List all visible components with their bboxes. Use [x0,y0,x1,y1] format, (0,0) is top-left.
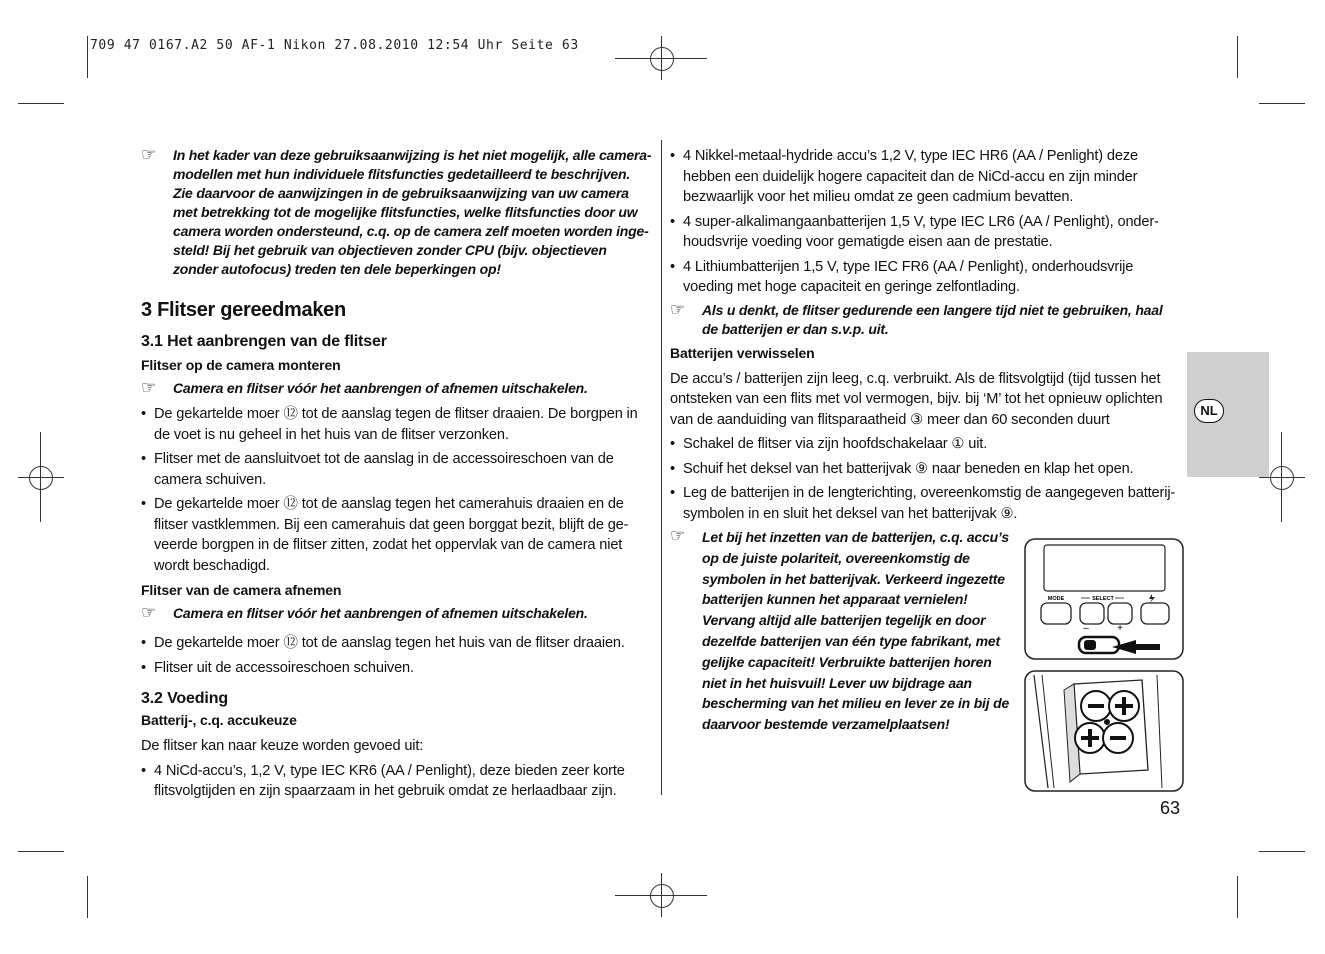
registration-mark [650,47,674,71]
note: ☞ In het kader van deze gebruiksaanwijzing is het niet mogelijk, alle camera-modellen met hun individuele flitsfuncties gedetailleerd te beschrijven. Zie daarvoor de aanwijzingen in de gebruiksaanwijzing van uw camera met betrekking tot de mogelijke flitsfuncties, welke flitsfuncties door uw camera worden ondersteund, c.q. op de camera zelf moeten worden inge-steld! Bij het gebruik van objectieven zonder CPU (bijv. objectieven zonder autofocus) treden ten dele beperkingen op! [141,145,652,277]
subheading: Flitser op de camera monteren [141,357,341,373]
mode-label: MODE [1047,596,1065,602]
flash-button [1141,603,1169,624]
pointing-hand-icon: ☞ [141,378,157,397]
plus-label: + [1117,623,1123,634]
crop-mark [1259,851,1305,852]
list-item: • 4 Nikkel-metaal-hydride accu’s 1,2 V, type IEC HR6 (AA / Penlight) deze hebben een duidelijk hogere capaciteit dan de NiCd-accu en zijn minder bezwaarlijk voor het milieu omdat ze geen cadmium bevatten. [670,146,1182,208]
pointing-hand-icon: ☞ [141,145,157,164]
list-item: • 4 super-alkalimangaanbatterijen 1,5 V, type IEC LR6 (AA / Penlight), onder-houdsvrije voeding voor gematigde eisen aan de prestatie. [670,212,1182,253]
registration-line [1281,432,1282,522]
select-plus-button [1108,603,1132,624]
registration-line [661,36,662,80]
registration-line [1259,477,1305,478]
registration-line [18,477,64,478]
section-heading: 3 Flitser gereedmaken [141,299,346,321]
paragraph: De accu’s / batterijen zijn leeg, c.q. verbruikt. Als de flitsvolgtijd (tijd tussen het ontsteken van een flits met vol vermogen, bijv. bij ‘M’ tot het opnieuw oplichten van de aanduiding van flitsparaatheid ③ meer dan 60 seconden duurt [670,370,1163,428]
crop-mark [87,36,88,78]
note: ☞ Camera en flitser vóór het aanbrengen of afnemen uitschakelen. [141,603,588,622]
left-column [141,146,653,802]
column-divider [661,140,662,795]
note: ☞ Als u denkt, de flitser gedurende een langere tijd niet te gebruiken, haal de batterijen er dan s.v.p. uit. [670,299,1163,337]
select-minus-button [1080,603,1104,624]
pointing-hand-icon: ☞ [141,603,157,622]
page-number: 63 [1160,798,1181,818]
subheading: Flitser van de camera afnemen [141,582,342,598]
list-item: • Schuif het deksel van het batterijvak ⑨ naar beneden en klap het open. [670,459,1182,480]
crop-mark [87,876,88,918]
crop-mark [18,851,64,852]
subsection-heading: 3.2 Voeding [141,690,228,707]
print-header: 709 47 0167.A2 50 AF-1 Nikon 27.08.2010 12:54 Uhr Seite 63 [90,38,579,53]
list-item: • Flitser uit de accessoireschoen schuiven. [141,658,653,679]
minus-label: – [1083,623,1089,634]
list-item: • 4 NiCd-accu’s, 1,2 V, type IEC KR6 (AA / Penlight), deze bieden zeer korte flitsvolgtijden en zijn spaarzaam in het gebruik omdat ze herlaadbaar zijn. [141,761,653,802]
list-item: • De gekartelde moer ⑫ tot de aanslag tegen de flitser draaien. De borgpen in de voet is nu geheel in het huis van de flitser verzonken. [141,404,653,445]
list-item: • De gekartelde moer ⑫ tot de aanslag tegen het huis van de flitser draaien. [141,633,653,654]
pointing-hand-icon: ☞ [670,526,686,545]
crop-mark [1237,876,1238,918]
list-item: • Flitser met de aansluitvoet tot de aanslag in de accessoireschoen van de camera schuiven. [141,449,653,490]
select-label: SELECT [1092,596,1114,602]
paragraph: De flitser kan naar keuze worden gevoed uit: [141,738,424,754]
subheading: Batterijen verwisselen [670,344,815,361]
flash-panel-illustration [1024,538,1184,660]
subsection-heading: 3.1 Het aanbrengen van de flitser [141,333,387,350]
registration-line [40,432,41,522]
registration-mark [29,466,53,490]
subheading: Batterij-, c.q. accukeuze [141,712,297,728]
list-item: • Schakel de flitser via zijn hoofdschakelaar ① uit. [670,434,1182,455]
mode-button [1041,603,1071,624]
note: ☞ Let bij het inzetten van de batterijen, c.q. accu’s op de juiste polariteit, overeenkomstig de symbolen in het batterijvak. Verkeerd ingezette batterijen kunnen het apparaat vernielen! Vervang altijd alle batterijen tegelijk en door dezelfde batterijen van één type fabrikant, met gelijke capaciteit! Verbruikte batterijen horen niet in het huisvuil! Lever uw bijdrage aan bescherming van het milieu en lever ze in bij de daarvoor bestemde verzamelplaatsen! [670,526,1010,733]
crop-mark [1237,36,1238,78]
list-item: • Leg de batterijen in de lengterichting, overeenkomstig de aangegeven batterij-symbolen in en sluit het deksel van het batterijvak ⑨. [670,483,1182,524]
crop-mark [1259,103,1305,104]
battery-compartment-illustration [1024,670,1184,792]
list-item: • 4 Lithiumbatterijen 1,5 V, type IEC FR6 (AA / Penlight), onderhoudsvrije voeding met hoge capaciteit en geringe zelfontlading. [670,257,1182,298]
list-item: • De gekartelde moer ⑫ tot de aanslag tegen het camerahuis draaien en de flitser vastklemmen. Bij een camerahuis dat geen borggat bezit, blijft de ge-veerde borgpen in de flitser zitten, zodat het oppervlak van de camera niet wordt beschadigd. [141,494,653,576]
registration-line [661,873,662,917]
language-tab: NL [1194,399,1224,423]
crop-mark [18,103,64,104]
registration-mark [650,884,674,908]
note: ☞ Camera en flitser vóór het aanbrengen of afnemen uitschakelen. [141,378,588,397]
pointing-hand-icon: ☞ [670,299,686,319]
registration-mark [1270,466,1294,490]
